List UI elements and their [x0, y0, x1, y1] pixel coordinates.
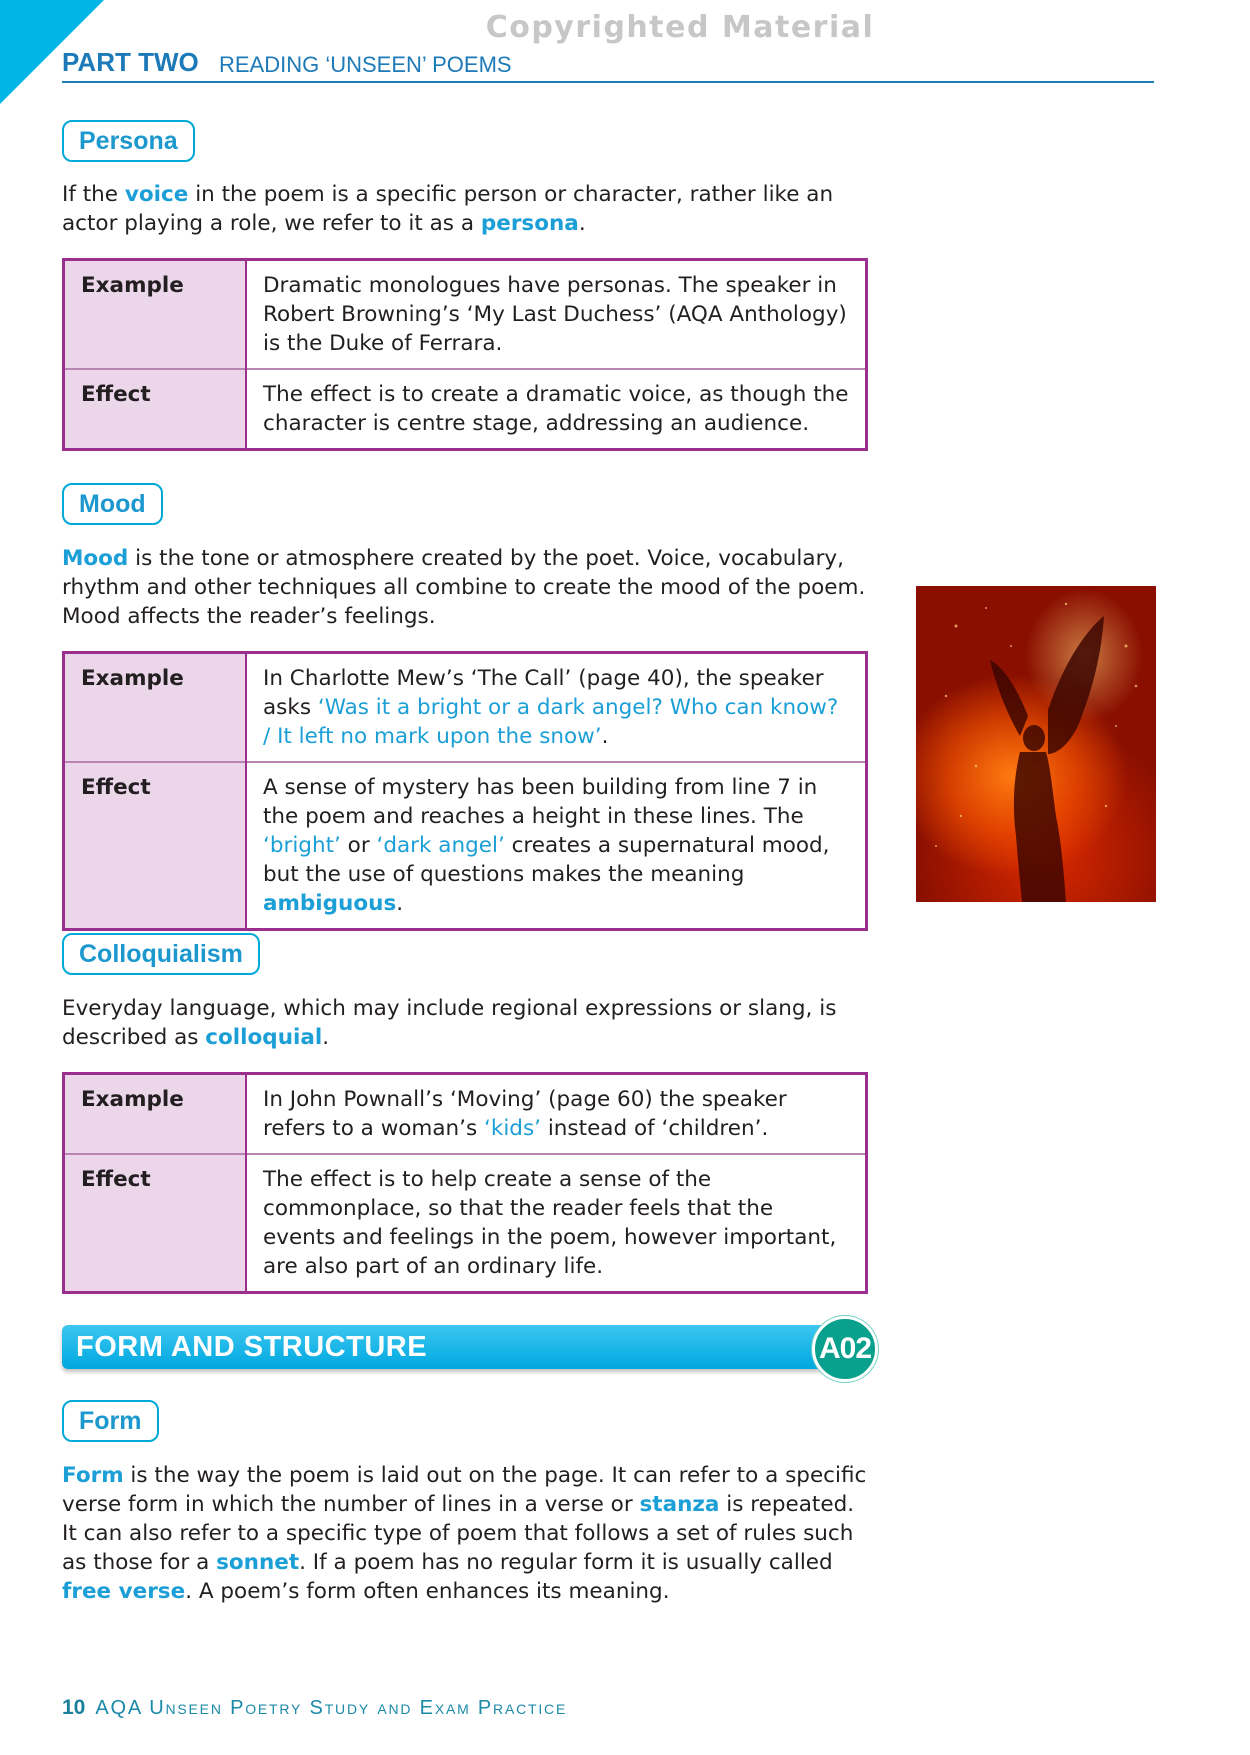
example-text: In Charlotte Mew’s ‘The Call’ (page 40), the speaker asks ‘Was it a bright or a dark angel? Who can know? / It left no mark upon the snow’. — [263, 666, 839, 749]
watermark: Copyrighted Material — [485, 10, 875, 45]
example-label: Example — [64, 1074, 247, 1155]
effect-text: A sense of mystery has been building from line 7 in the poem and reaches a height in these lines. The ‘bright’ or ‘dark angel’ creates a supernatural mood, but the use of questions makes the meaning ambiguous. — [246, 762, 867, 930]
term-label-form: Form — [62, 1400, 159, 1442]
example-text: Dramatic monologues have personas. The speaker in Robert Browning’s ‘My Last Duchess’ (AQA Anthology) is the Duke of Ferrara. — [263, 273, 847, 356]
term-stanza: stanza — [639, 1492, 720, 1517]
term-ambiguous: ambiguous — [263, 891, 397, 916]
mood-table — [62, 651, 868, 931]
table-row — [64, 653, 867, 763]
term-label-mood: Mood — [62, 483, 163, 525]
section-heading: FORM AND STRUCTURE — [76, 1331, 428, 1363]
page-number: 10 — [62, 1696, 86, 1719]
section-heading-bar — [62, 1325, 842, 1369]
table-row — [64, 1074, 867, 1155]
assessment-objective-badge: A02 — [812, 1316, 878, 1382]
table-row — [64, 1154, 867, 1293]
example-label: Example — [64, 260, 247, 370]
page-header — [62, 47, 1154, 83]
term-label-colloquialism: Colloquialism — [62, 933, 260, 975]
example-label: Example — [64, 653, 247, 763]
effect-label: Effect — [64, 369, 247, 450]
quotation: ‘Was it a bright or a dark angel? Who can know? / It left no mark upon the snow’ — [263, 695, 839, 749]
effect-text: The effect is to help create a sense of the commonplace, so that the reader feels that the events and feelings in the poem, however important, are also part of an ordinary life. — [246, 1154, 867, 1293]
colloquialism-intro: Everyday language, which may include regional expressions or slang, is described as colloquial. — [62, 996, 837, 1050]
table-row — [64, 369, 867, 450]
quotation: ‘bright’ — [263, 833, 341, 858]
term-voice: voice — [124, 182, 189, 207]
quotation: ‘dark angel’ — [376, 833, 505, 858]
table-row — [64, 762, 867, 930]
page-footer — [62, 1696, 567, 1720]
persona-intro: If the voice in the poem is a specific person or character, rather like an actor playing a role, we refer to it as a persona. — [62, 182, 834, 236]
angel-photo — [916, 586, 1156, 902]
persona-table — [62, 258, 868, 451]
angel-silhouette-image — [916, 586, 1156, 902]
term-mood: Mood — [62, 546, 129, 571]
term-persona: persona — [480, 211, 579, 236]
part-label: PART TWO — [62, 47, 199, 77]
table-row — [64, 260, 867, 370]
form-intro: Form is the way the poem is laid out on the page. It can refer to a specific verse form in which the number of lines in a verse or stanza is repeated. It can also refer to a specific type of poem that follows a set of rules such as those for a sonnet. If a poem has no regular form it is usually called free verse. A poem’s form often enhances its meaning. — [62, 1463, 867, 1604]
book-title: AQA Unseen Poetry Study and Exam Practice — [95, 1697, 568, 1719]
header-title: READING ‘UNSEEN’ POEMS — [219, 52, 512, 77]
mood-intro: Mood is the tone or atmosphere created by the poet. Voice, vocabulary, rhythm and other techniques all combine to create the mood of the poem. Mood affects the reader’s feelings. — [62, 546, 866, 629]
term-colloquial: colloquial — [205, 1025, 323, 1050]
term-sonnet: sonnet — [216, 1550, 300, 1575]
effect-text: The effect is to create a dramatic voice, as though the character is centre stage, addressing an audience. — [246, 369, 867, 450]
quotation: ‘kids’ — [484, 1116, 541, 1141]
term-free-verse: free verse — [62, 1579, 186, 1604]
term-form: Form — [62, 1463, 124, 1488]
term-label-persona: Persona — [62, 120, 195, 162]
example-text: In John Pownall’s ‘Moving’ (page 60) the speaker refers to a woman’s ‘kids’ instead of ‘children’. — [263, 1087, 787, 1141]
colloquialism-table — [62, 1072, 868, 1294]
effect-label: Effect — [64, 762, 247, 930]
effect-label: Effect — [64, 1154, 247, 1293]
